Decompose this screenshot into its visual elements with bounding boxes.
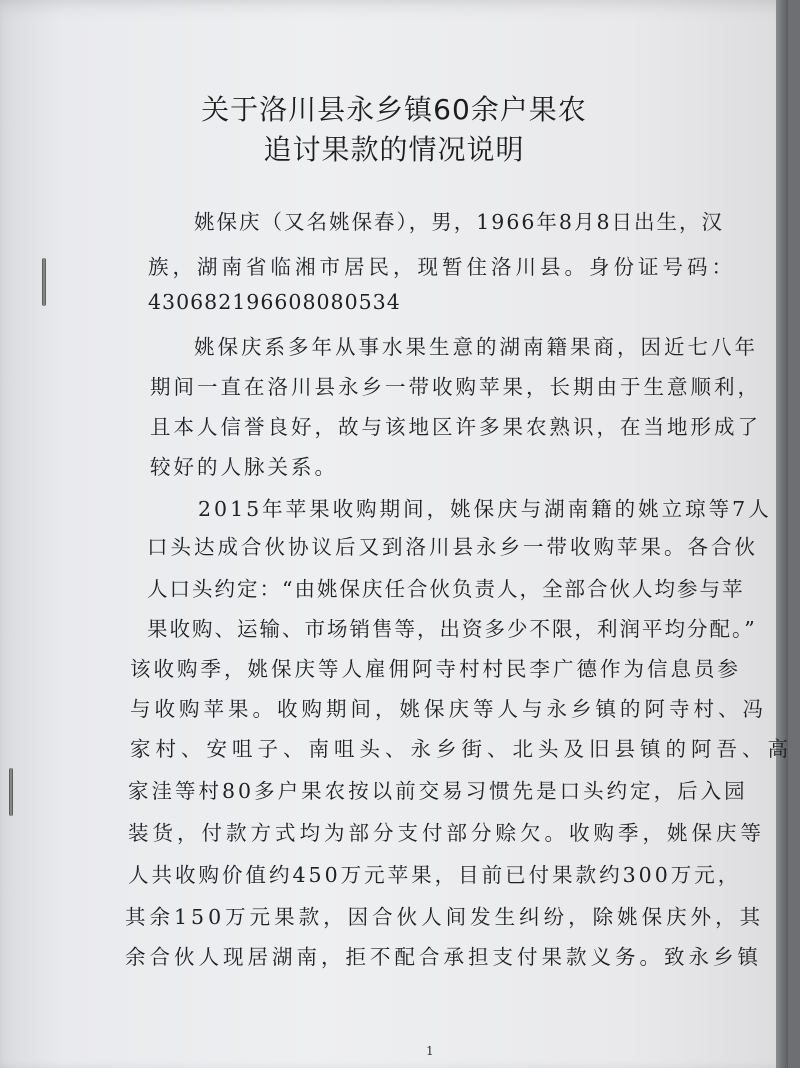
body-line: 人口头约定：“由姚保庆任合伙负责人，全部合伙人均参与苹 bbox=[147, 577, 745, 601]
body-line: 余合伙人现居湖南，拒不配合承担支付果款义务。致永乡镇 bbox=[125, 945, 762, 969]
body-line: 其余150万元果款，因合伙人间发生纠纷，除姚保庆外，其 bbox=[125, 905, 765, 929]
body-line: 期间一直在洛川县永乡一带收购苹果，长期由于生意顺利， bbox=[150, 375, 761, 399]
body-line: 2015年苹果收购期间，姚保庆与湖南籍的姚立琼等7人 bbox=[198, 497, 772, 521]
body-line: 果收购、运输、市场销售等，出资多少不限，利润平均分配。” bbox=[147, 617, 757, 641]
id-number: 430682196608080534 bbox=[148, 290, 401, 314]
page-number: 1 bbox=[426, 1044, 434, 1058]
body-line: 家村、安咀子、南咀头、永乡街、北头及旧县镇的阿吾、高 bbox=[130, 737, 793, 761]
body-line: 姚保庆（又名姚保春），男，1966年8月8日出生，汉 bbox=[194, 210, 725, 234]
body-line: 该收购季，姚保庆等人雇佣阿寺村村民李广德作为信息员参 bbox=[130, 657, 741, 681]
body-line: 家洼等村80多户果农按以前交易习惯先是口头约定，后入园 bbox=[128, 779, 748, 803]
body-line: 装货，付款方式均为部分支付部分赊欠。收购季，姚保庆等 bbox=[128, 821, 765, 845]
document-title-line-1: 关于洛川县永乡镇60余户果农 bbox=[201, 93, 587, 126]
body-line: 且本人信誉良好，故与该地区许多果农熟识，在当地形成了 bbox=[150, 415, 761, 439]
body-line: 族，湖南省临湘市居民，现暂住洛川县。身份证号码： bbox=[148, 255, 736, 279]
staple-mark bbox=[42, 258, 46, 306]
body-line: 人共收购价值约450万元苹果，目前已付果款约300万元， bbox=[128, 863, 742, 887]
staple-mark bbox=[9, 768, 13, 816]
document-title-line-2: 追讨果款的情况说明 bbox=[263, 133, 525, 166]
body-line: 姚保庆系多年从事水果生意的湖南籍果商，因近七八年 bbox=[194, 335, 758, 359]
body-line: 口头达成合伙协议后又到洛川县永乡一带收购苹果。各合伙 bbox=[147, 535, 758, 559]
body-line: 较好的人脉关系。 bbox=[150, 455, 338, 479]
body-line: 与收购苹果。收购期间，姚保庆等人与永乡镇的阿寺村、冯 bbox=[130, 697, 767, 721]
